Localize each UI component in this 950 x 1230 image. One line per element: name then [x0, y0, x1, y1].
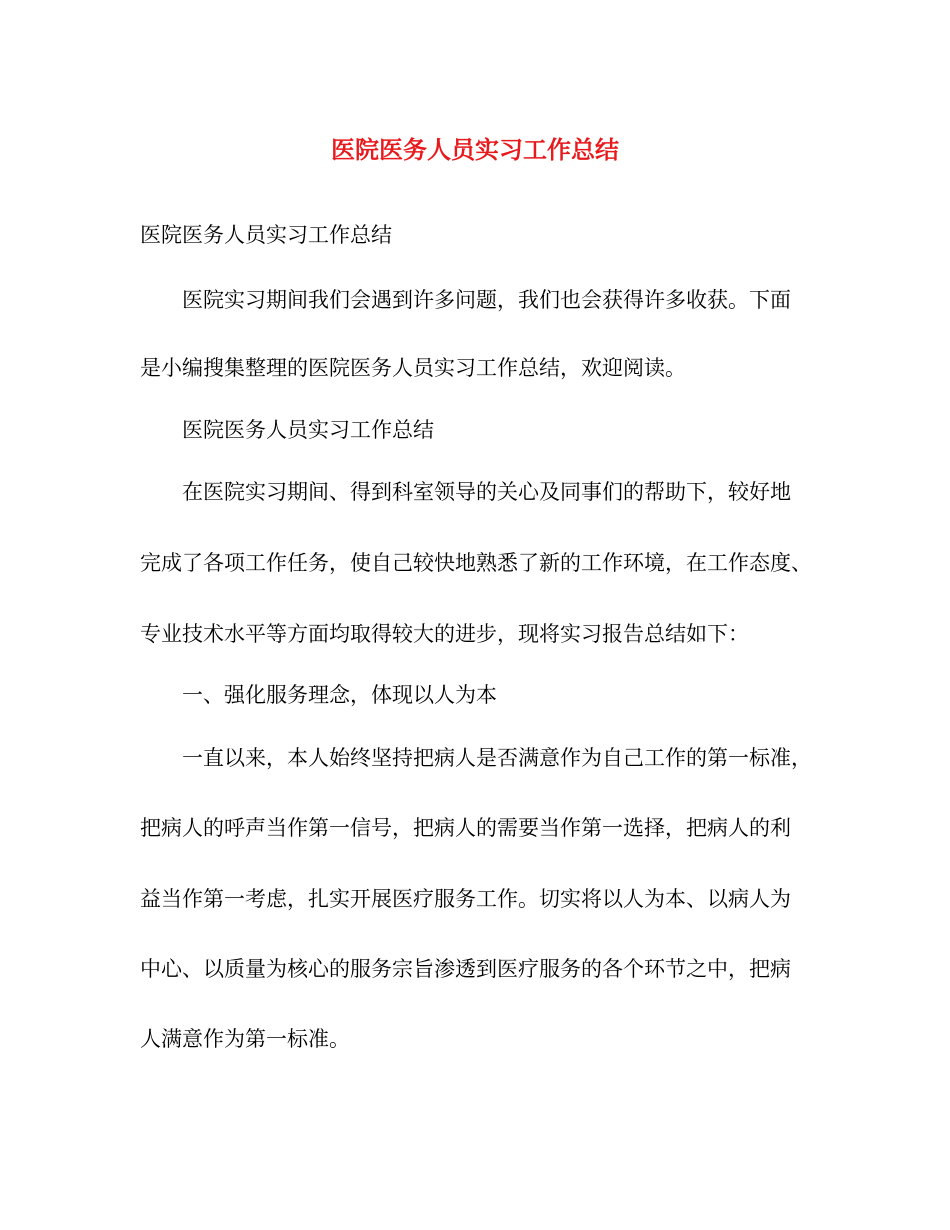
- paragraph-line: 医院实习期间我们会遇到许多问题，我们也会获得许多收获。下面: [182, 288, 791, 312]
- subtitle-line: 医院医务人员实习工作总结: [140, 223, 392, 247]
- paragraph-line: 是小编搜集整理的医院医务人员实习工作总结，欢迎阅读。: [140, 356, 686, 380]
- paragraph-line: 中心、以质量为核心的服务宗旨渗透到医疗服务的各个环节之中，把病: [140, 957, 791, 981]
- paragraph-line: 专业技术水平等方面均取得较大的进步，现将实习报告总结如下：: [140, 622, 749, 646]
- paragraph-line: 一直以来，本人始终坚持把病人是否满意作为自己工作的第一标准，: [182, 746, 812, 770]
- paragraph-line: 益当作第一考虑，扎实开展医疗服务工作。切实将以人为本、以病人为: [140, 887, 791, 911]
- document-title: 医院医务人员实习工作总结: [331, 135, 619, 164]
- paragraph-line: 完成了各项工作任务，使自己较快地熟悉了新的工作环境，在工作态度、: [140, 551, 812, 575]
- paragraph-line: 在医院实习期间、得到科室领导的关心及同事们的帮助下，较好地: [182, 480, 791, 504]
- paragraph-line: 人满意作为第一标准。: [140, 1027, 350, 1051]
- section-heading-line: 一、强化服务理念，体现以人为本: [182, 683, 497, 707]
- section-heading-line: 医院医务人员实习工作总结: [182, 418, 434, 442]
- paragraph-line: 把病人的呼声当作第一信号，把病人的需要当作第一选择，把病人的利: [140, 816, 791, 840]
